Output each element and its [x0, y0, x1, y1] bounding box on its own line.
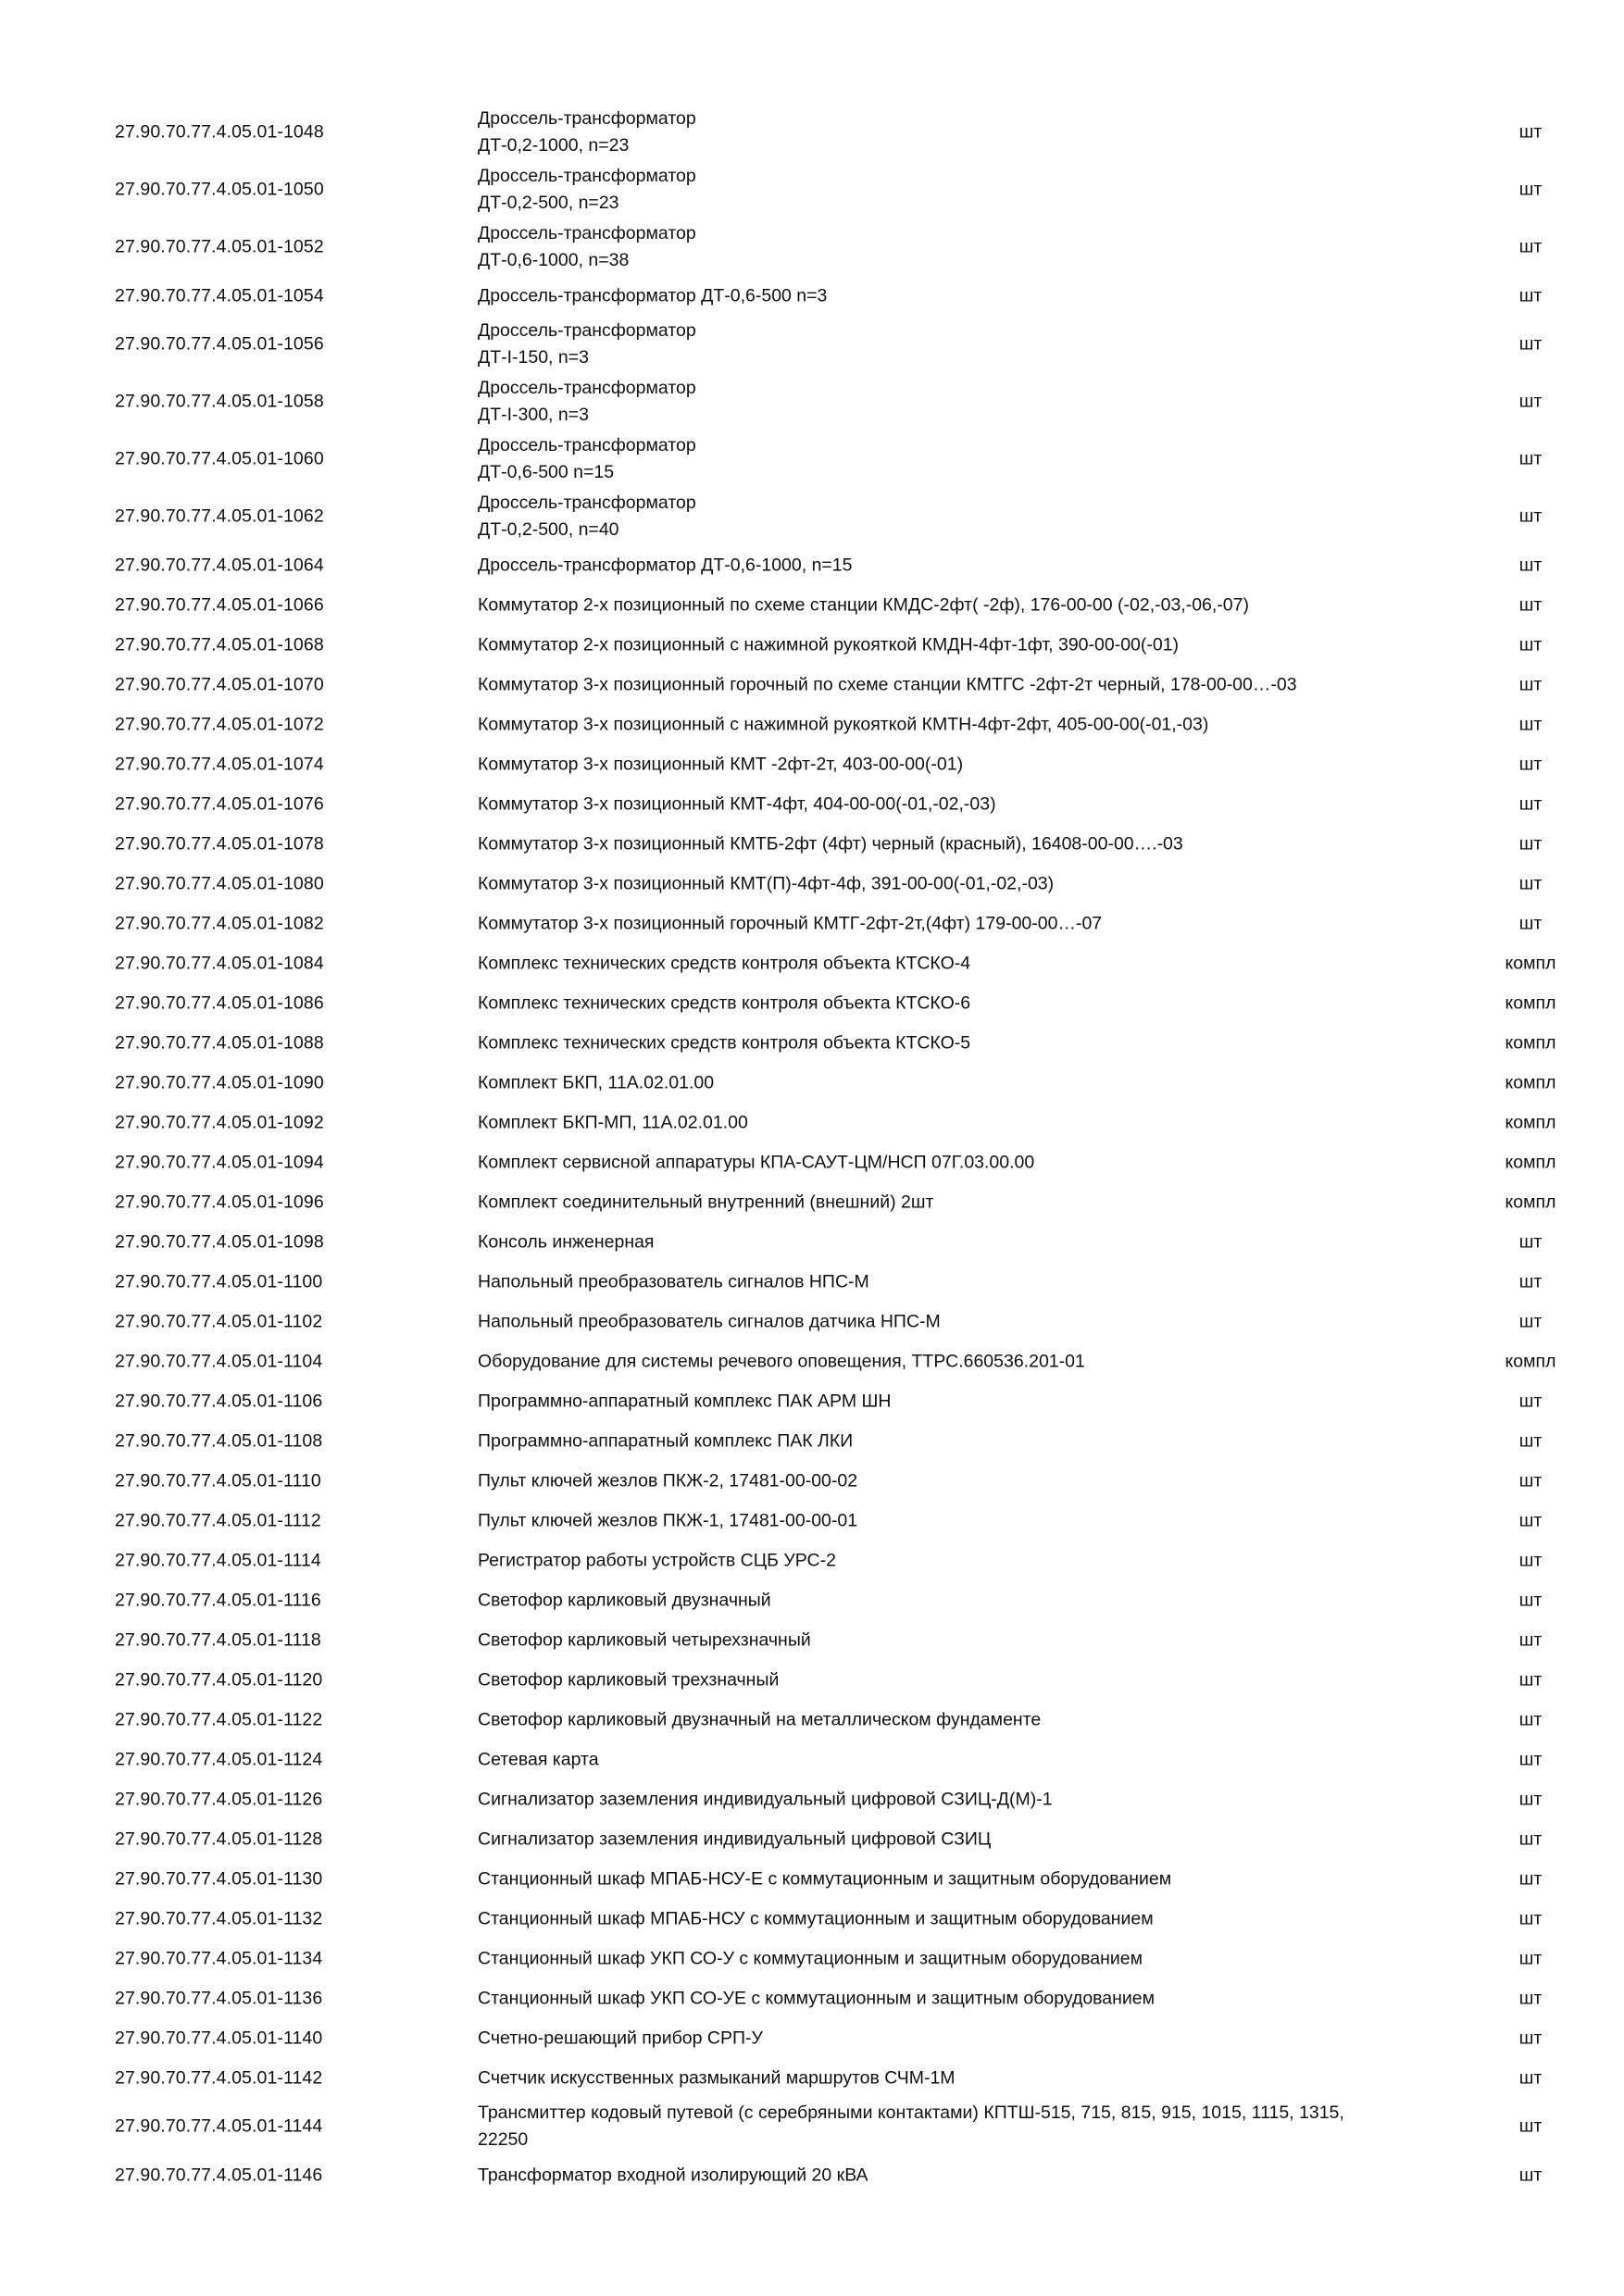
unit-of-measure: компл [1505, 1351, 1556, 1371]
table-row [0, 1740, 1624, 1779]
unit-of-measure: шт [1518, 714, 1543, 734]
unit-of-measure: шт [1518, 634, 1543, 655]
unit-of-measure: шт [1518, 1669, 1543, 1690]
unit-of-measure: шт [1518, 1908, 1543, 1928]
unit-of-measure: шт [1518, 1231, 1543, 1252]
unit-of-measure: компл [1505, 1032, 1556, 1053]
resource-name [478, 375, 1478, 429]
resource-name [478, 432, 1478, 486]
resource-name-line: Дроссель-трансформатор [478, 223, 696, 243]
table-row [0, 373, 1624, 430]
resource-name-line: Напольный преобразователь сигналов датчика НПС-М [478, 1311, 941, 1331]
table-row [0, 744, 1624, 784]
unit-of-measure: шт [1518, 121, 1543, 143]
table-row [0, 1580, 1624, 1620]
resource-name [478, 1388, 1478, 1415]
table-row [0, 1302, 1624, 1341]
resource-code: 27.90.70.77.4.05.01-1052 [115, 236, 324, 257]
unit-of-measure: шт [1518, 1789, 1543, 1809]
table-row [0, 2058, 1624, 2098]
unit-of-measure: шт [1518, 1709, 1543, 1729]
table-row [0, 1899, 1624, 1939]
unit-of-measure: компл [1505, 1152, 1556, 1172]
resource-code: 27.90.70.77.4.05.01-1108 [115, 1430, 323, 1451]
table-row [0, 1421, 1624, 1461]
resource-name [478, 1268, 1478, 1295]
resource-name-line: Светофор карликовый двузначный на металлическом фундаменте [478, 1709, 1042, 1729]
unit-of-measure: шт [1518, 333, 1543, 355]
table-row [0, 784, 1624, 824]
table-row [0, 488, 1624, 545]
unit-of-measure: шт [1518, 1550, 1543, 1570]
unit-of-measure: компл [1505, 953, 1556, 973]
resource-code: 27.90.70.77.4.05.01-1112 [115, 1510, 321, 1530]
resource-name-line: Комплекс технических средств контроля объекта КТСКО-6 [478, 992, 971, 1013]
resource-name-line: Оборудование для системы речевого оповещения, ТТРС.660536.201-01 [478, 1351, 1085, 1371]
resource-code: 27.90.70.77.4.05.01-1086 [115, 992, 324, 1013]
resource-name-line: Станционный шкаф УКП СО-УЕ с коммутационным и защитным оборудованием [478, 1988, 1156, 2008]
resource-name [478, 1229, 1478, 1255]
unit-of-measure: шт [1518, 1868, 1543, 1889]
unit-of-measure: шт [1518, 1629, 1543, 1650]
resource-code: 27.90.70.77.4.05.01-1062 [115, 505, 324, 527]
unit-of-measure: шт [1518, 1510, 1543, 1530]
resource-name-line: Комплект сервисной аппаратуры КПА-САУТ-ЦМ/НСП 07Г.03.00.00 [478, 1152, 1035, 1172]
resource-name-line: Трансформатор входной изолирующий 20 кВА [478, 2165, 868, 2185]
table-row [0, 1142, 1624, 1182]
resource-name-line: Станционный шкаф УКП СО-У с коммутационным и защитным оборудованием [478, 1948, 1143, 1968]
unit-of-measure: шт [1518, 873, 1543, 893]
resource-code: 27.90.70.77.4.05.01-1106 [115, 1391, 323, 1411]
resource-name [478, 1786, 1478, 1813]
resource-name-line: Светофор карликовый трехзначный [478, 1669, 780, 1690]
resource-name-line: Станционный шкаф МПАБ-НСУ-Е с коммутационным и защитным оборудованием [478, 1868, 1172, 1889]
resource-code: 27.90.70.77.4.05.01-1128 [115, 1828, 323, 1849]
table-row [0, 1620, 1624, 1660]
resource-name-line: Коммутатор 3-х позиционный КМТ(П)-4фт-4ф, 391-00-00(-01,-02,-03) [478, 873, 1055, 893]
unit-of-measure: компл [1505, 992, 1556, 1013]
resource-name-line: Счетно-решающий прибор СРП-У [478, 2028, 763, 2048]
resource-code: 27.90.70.77.4.05.01-1124 [115, 1749, 323, 1769]
table-row [0, 1859, 1624, 1899]
unit-of-measure: шт [1518, 793, 1543, 814]
table-row [0, 1660, 1624, 1700]
resource-name-line: Коммутатор 3-х позиционный КМТ -2фт-2т, 403-00-00(-01) [478, 754, 964, 774]
unit-of-measure: шт [1518, 2067, 1543, 2088]
resource-name-line: Дроссель-трансформатор [478, 320, 696, 341]
table-row [0, 1700, 1624, 1740]
resource-name-line: Трансмиттер кодовый путевой (с серебряными контактами) КПТШ-515, 715, 815, 915, 1015, 1115, 1315, [478, 2103, 1344, 2123]
resource-name-line: ДТ-0,2-1000, n=23 [478, 135, 630, 156]
resource-name [478, 1308, 1478, 1335]
table-row [0, 1381, 1624, 1421]
resource-code: 27.90.70.77.4.05.01-1090 [115, 1072, 324, 1092]
resource-name [478, 1985, 1478, 2012]
resource-name [478, 220, 1478, 274]
table-row [0, 585, 1624, 625]
resource-name [478, 1706, 1478, 1733]
resource-table [0, 104, 1624, 2195]
resource-code: 27.90.70.77.4.05.01-1146 [115, 2165, 323, 2185]
unit-of-measure: шт [1518, 448, 1543, 469]
unit-of-measure: шт [1518, 1470, 1543, 1491]
unit-of-measure: шт [1518, 833, 1543, 854]
table-row [0, 276, 1624, 316]
table-row [0, 430, 1624, 488]
resource-name-line: Программно-аппаратный комплекс ПАК ЛКИ [478, 1430, 854, 1451]
table-row [0, 625, 1624, 665]
table-row [0, 824, 1624, 864]
resource-name-line: Дроссель-трансформатор [478, 378, 696, 398]
table-row [0, 1461, 1624, 1501]
resource-name [478, 592, 1478, 618]
resource-name [478, 1109, 1478, 1136]
resource-code: 27.90.70.77.4.05.01-1140 [115, 2028, 323, 2048]
resource-name-line: Пульт ключей жезлов ПКЖ-1, 17481-00-00-01 [478, 1510, 858, 1530]
unit-of-measure: шт [1518, 1430, 1543, 1451]
resource-name-line: ДТ-I-300, n=3 [478, 405, 589, 425]
table-row [0, 983, 1624, 1023]
resource-name [478, 791, 1478, 817]
table-row [0, 1341, 1624, 1381]
resource-code: 27.90.70.77.4.05.01-1094 [115, 1152, 324, 1172]
table-row [0, 1103, 1624, 1142]
resource-code: 27.90.70.77.4.05.01-1136 [115, 1988, 323, 2008]
resource-name [478, 950, 1478, 977]
resource-name [478, 1428, 1478, 1454]
unit-of-measure: шт [1518, 1828, 1543, 1849]
resource-name-line: Комплекс технических средств контроля объекта КТСКО-4 [478, 953, 971, 973]
resource-code: 27.90.70.77.4.05.01-1082 [115, 913, 324, 933]
table-row [0, 943, 1624, 983]
resource-code: 27.90.70.77.4.05.01-1130 [115, 1868, 323, 1889]
resource-name [478, 1666, 1478, 1693]
resource-code: 27.90.70.77.4.05.01-1134 [115, 1948, 323, 1968]
table-row [0, 1222, 1624, 1262]
unit-of-measure: компл [1505, 1192, 1556, 1212]
resource-name [478, 990, 1478, 1017]
resource-code: 27.90.70.77.4.05.01-1104 [115, 1351, 323, 1371]
table-row [0, 104, 1624, 161]
resource-name [478, 1905, 1478, 1932]
resource-code: 27.90.70.77.4.05.01-1074 [115, 754, 324, 774]
unit-of-measure: шт [1518, 2115, 1543, 2137]
unit-of-measure: шт [1518, 1749, 1543, 1769]
resource-name-line: Комплект соединительный внутренний (внешний) 2шт [478, 1192, 934, 1212]
resource-name [478, 1149, 1478, 1176]
resource-name [478, 1746, 1478, 1773]
unit-of-measure: шт [1518, 179, 1543, 200]
resource-code: 27.90.70.77.4.05.01-1118 [115, 1629, 321, 1650]
unit-of-measure: шт [1518, 2165, 1543, 2185]
resource-name [478, 1029, 1478, 1056]
resource-name-line: ДТ-I-150, n=3 [478, 347, 589, 368]
table-row [0, 665, 1624, 705]
resource-code: 27.90.70.77.4.05.01-1092 [115, 1112, 324, 1132]
resource-code: 27.90.70.77.4.05.01-1050 [115, 179, 324, 200]
table-row [0, 705, 1624, 744]
table-row [0, 1063, 1624, 1103]
resource-name-line: Регистратор работы устройств СЦБ УРС-2 [478, 1550, 836, 1570]
resource-name-line: 22250 [478, 2129, 529, 2150]
resource-name [478, 1826, 1478, 1853]
table-row [0, 218, 1624, 276]
table-row [0, 1182, 1624, 1222]
resource-name [478, 1945, 1478, 1972]
table-row [0, 1939, 1624, 1978]
resource-name [478, 671, 1478, 698]
unit-of-measure: компл [1505, 1112, 1556, 1132]
resource-name [478, 1627, 1478, 1653]
unit-of-measure: шт [1518, 594, 1543, 615]
unit-of-measure: шт [1518, 2028, 1543, 2048]
resource-name-line: Дроссель-трансформатор [478, 166, 696, 186]
table-row [0, 864, 1624, 904]
table-row [0, 1541, 1624, 1580]
resource-code: 27.90.70.77.4.05.01-1064 [115, 555, 324, 575]
unit-of-measure: шт [1518, 913, 1543, 933]
resource-name [478, 1467, 1478, 1494]
resource-code: 27.90.70.77.4.05.01-1102 [115, 1311, 323, 1331]
resource-name [478, 2025, 1478, 2052]
unit-of-measure: компл [1505, 1072, 1556, 1092]
resource-name-line: ДТ-0,6-500 n=15 [478, 462, 615, 482]
resource-name-line: Коммутатор 2-х позиционный по схеме станции КМДС-2фт( -2ф), 176-00-00 (-02,-03,-06,-07) [478, 594, 1249, 615]
resource-name-line: Программно-аппаратный комплекс ПАК АРМ ШН [478, 1391, 892, 1411]
table-row [0, 161, 1624, 218]
resource-code: 27.90.70.77.4.05.01-1100 [115, 1271, 323, 1292]
resource-name-line: Коммутатор 3-х позиционный КМТ-4фт, 404-00-00(-01,-02,-03) [478, 793, 996, 814]
resource-name [478, 2162, 1478, 2189]
resource-name [478, 2100, 1478, 2153]
resource-code: 27.90.70.77.4.05.01-1066 [115, 594, 324, 615]
table-row [0, 2155, 1624, 2195]
resource-code: 27.90.70.77.4.05.01-1058 [115, 391, 324, 412]
resource-name-line: Счетчик искусственных размыканий маршрутов СЧМ-1М [478, 2067, 956, 2088]
resource-name [478, 910, 1478, 937]
resource-name [478, 1866, 1478, 1892]
resource-code: 27.90.70.77.4.05.01-1132 [115, 1908, 323, 1928]
resource-name-line: Пульт ключей жезлов ПКЖ-2, 17481-00-00-02 [478, 1470, 858, 1491]
resource-code: 27.90.70.77.4.05.01-1116 [115, 1590, 321, 1610]
unit-of-measure: шт [1518, 1271, 1543, 1292]
resource-code: 27.90.70.77.4.05.01-1088 [115, 1032, 324, 1053]
resource-name [478, 106, 1478, 159]
unit-of-measure: шт [1518, 1311, 1543, 1331]
resource-code: 27.90.70.77.4.05.01-1126 [115, 1789, 323, 1809]
resource-name-line: Коммутатор 2-х позиционный с нажимной рукояткой КМДН-4фт-1фт, 390-00-00(-01) [478, 634, 1180, 655]
resource-name-line: Коммутатор 3-х позиционный КМТБ-2фт (4фт) черный (красный), 16408-00-00….-03 [478, 833, 1183, 854]
resource-code: 27.90.70.77.4.05.01-1068 [115, 634, 324, 655]
unit-of-measure: шт [1518, 1590, 1543, 1610]
resource-name-line: ДТ-0,2-500, n=23 [478, 193, 619, 213]
resource-code: 27.90.70.77.4.05.01-1076 [115, 793, 324, 814]
resource-code: 27.90.70.77.4.05.01-1122 [115, 1709, 323, 1729]
resource-name [478, 318, 1478, 371]
table-row [0, 2018, 1624, 2058]
table-row [0, 1023, 1624, 1063]
resource-name-line: Станционный шкаф МПАБ-НСУ с коммутационным и защитным оборудованием [478, 1908, 1154, 1928]
table-row [0, 1501, 1624, 1541]
resource-name [478, 631, 1478, 658]
resource-name-line: Сигнализатор заземления индивидуальный цифровой СЗИЦ [478, 1828, 992, 1849]
table-row [0, 2098, 1624, 2155]
resource-name [478, 490, 1478, 543]
resource-code: 27.90.70.77.4.05.01-1098 [115, 1231, 324, 1252]
resource-name-line: Дроссель-трансформатор ДТ-0,6-500 n=3 [478, 285, 828, 306]
resource-name [478, 751, 1478, 778]
resource-name-line: Сигнализатор заземления индивидуальный цифровой СЗИЦ-Д(М)-1 [478, 1789, 1053, 1809]
resource-name-line: Дроссель-трансформатор ДТ-0,6-1000, n=15 [478, 555, 853, 575]
unit-of-measure: шт [1518, 236, 1543, 257]
resource-name-line: ДТ-0,6-1000, n=38 [478, 250, 630, 270]
resource-code: 27.90.70.77.4.05.01-1144 [115, 2115, 323, 2137]
resource-name-line: Комплект БКП, 11А.02.01.00 [478, 1072, 715, 1092]
unit-of-measure: шт [1518, 1988, 1543, 2008]
resource-code: 27.90.70.77.4.05.01-1114 [115, 1550, 321, 1570]
resource-name [478, 711, 1478, 738]
table-row [0, 1779, 1624, 1819]
unit-of-measure: шт [1518, 505, 1543, 527]
resource-code: 27.90.70.77.4.05.01-1078 [115, 833, 324, 854]
resource-name [478, 1069, 1478, 1096]
resource-name-line: ДТ-0,2-500, n=40 [478, 519, 619, 540]
resource-name-line: Комплект БКП-МП, 11А.02.01.00 [478, 1112, 748, 1132]
table-row [0, 904, 1624, 943]
unit-of-measure: шт [1518, 285, 1543, 306]
resource-name [478, 1507, 1478, 1534]
resource-name [478, 1348, 1478, 1375]
resource-code: 27.90.70.77.4.05.01-1084 [115, 953, 324, 973]
table-row [0, 1262, 1624, 1302]
resource-name-line: Напольный преобразователь сигналов НПС-М [478, 1271, 869, 1292]
resource-name-line: Дроссель-трансформатор [478, 493, 696, 513]
resource-name [478, 1587, 1478, 1614]
resource-name [478, 830, 1478, 857]
resource-name-line: Коммутатор 3-х позиционный горочный КМТГ-2фт-2т,(4фт) 179-00-00…-07 [478, 913, 1103, 933]
resource-code: 27.90.70.77.4.05.01-1072 [115, 714, 324, 734]
resource-name-line: Сетевая карта [478, 1749, 599, 1769]
table-row [0, 1978, 1624, 2018]
resource-name [478, 282, 1478, 309]
resource-code: 27.90.70.77.4.05.01-1048 [115, 121, 324, 143]
unit-of-measure: шт [1518, 674, 1543, 694]
resource-name-line: Светофор карликовый двузначный [478, 1590, 771, 1610]
resource-name [478, 1547, 1478, 1574]
resource-code: 27.90.70.77.4.05.01-1056 [115, 333, 324, 355]
resource-code: 27.90.70.77.4.05.01-1054 [115, 285, 324, 306]
resource-name-line: Коммутатор 3-х позиционный горочный по схеме станции КМТГС -2фт-2т черный, 178-00-00…-03 [478, 674, 1297, 694]
table-row [0, 1819, 1624, 1859]
resource-name [478, 552, 1478, 579]
resource-code: 27.90.70.77.4.05.01-1096 [115, 1192, 324, 1212]
unit-of-measure: шт [1518, 1391, 1543, 1411]
resource-name-line: Коммутатор 3-х позиционный с нажимной рукояткой КМТН-4фт-2фт, 405-00-00(-01,-03) [478, 714, 1209, 734]
resource-name [478, 870, 1478, 897]
resource-name-line: Светофор карликовый четырехзначный [478, 1629, 811, 1650]
resource-name [478, 2065, 1478, 2091]
unit-of-measure: шт [1518, 391, 1543, 412]
resource-name-line: Комплекс технических средств контроля объекта КТСКО-5 [478, 1032, 971, 1053]
resource-code: 27.90.70.77.4.05.01-1070 [115, 674, 324, 694]
resource-name-line: Дроссель-трансформатор [478, 435, 696, 455]
unit-of-measure: шт [1518, 555, 1543, 575]
resource-name-line: Консоль инженерная [478, 1231, 655, 1252]
resource-code: 27.90.70.77.4.05.01-1110 [115, 1470, 321, 1491]
resource-code: 27.90.70.77.4.05.01-1120 [115, 1669, 323, 1690]
unit-of-measure: шт [1518, 754, 1543, 774]
resource-code: 27.90.70.77.4.05.01-1080 [115, 873, 324, 893]
resource-name [478, 1189, 1478, 1216]
resource-code: 27.90.70.77.4.05.01-1060 [115, 448, 324, 469]
table-row [0, 316, 1624, 373]
resource-name [478, 163, 1478, 217]
resource-code: 27.90.70.77.4.05.01-1142 [115, 2067, 323, 2088]
table-row [0, 545, 1624, 585]
resource-name-line: Дроссель-трансформатор [478, 108, 696, 129]
unit-of-measure: шт [1518, 1948, 1543, 1968]
